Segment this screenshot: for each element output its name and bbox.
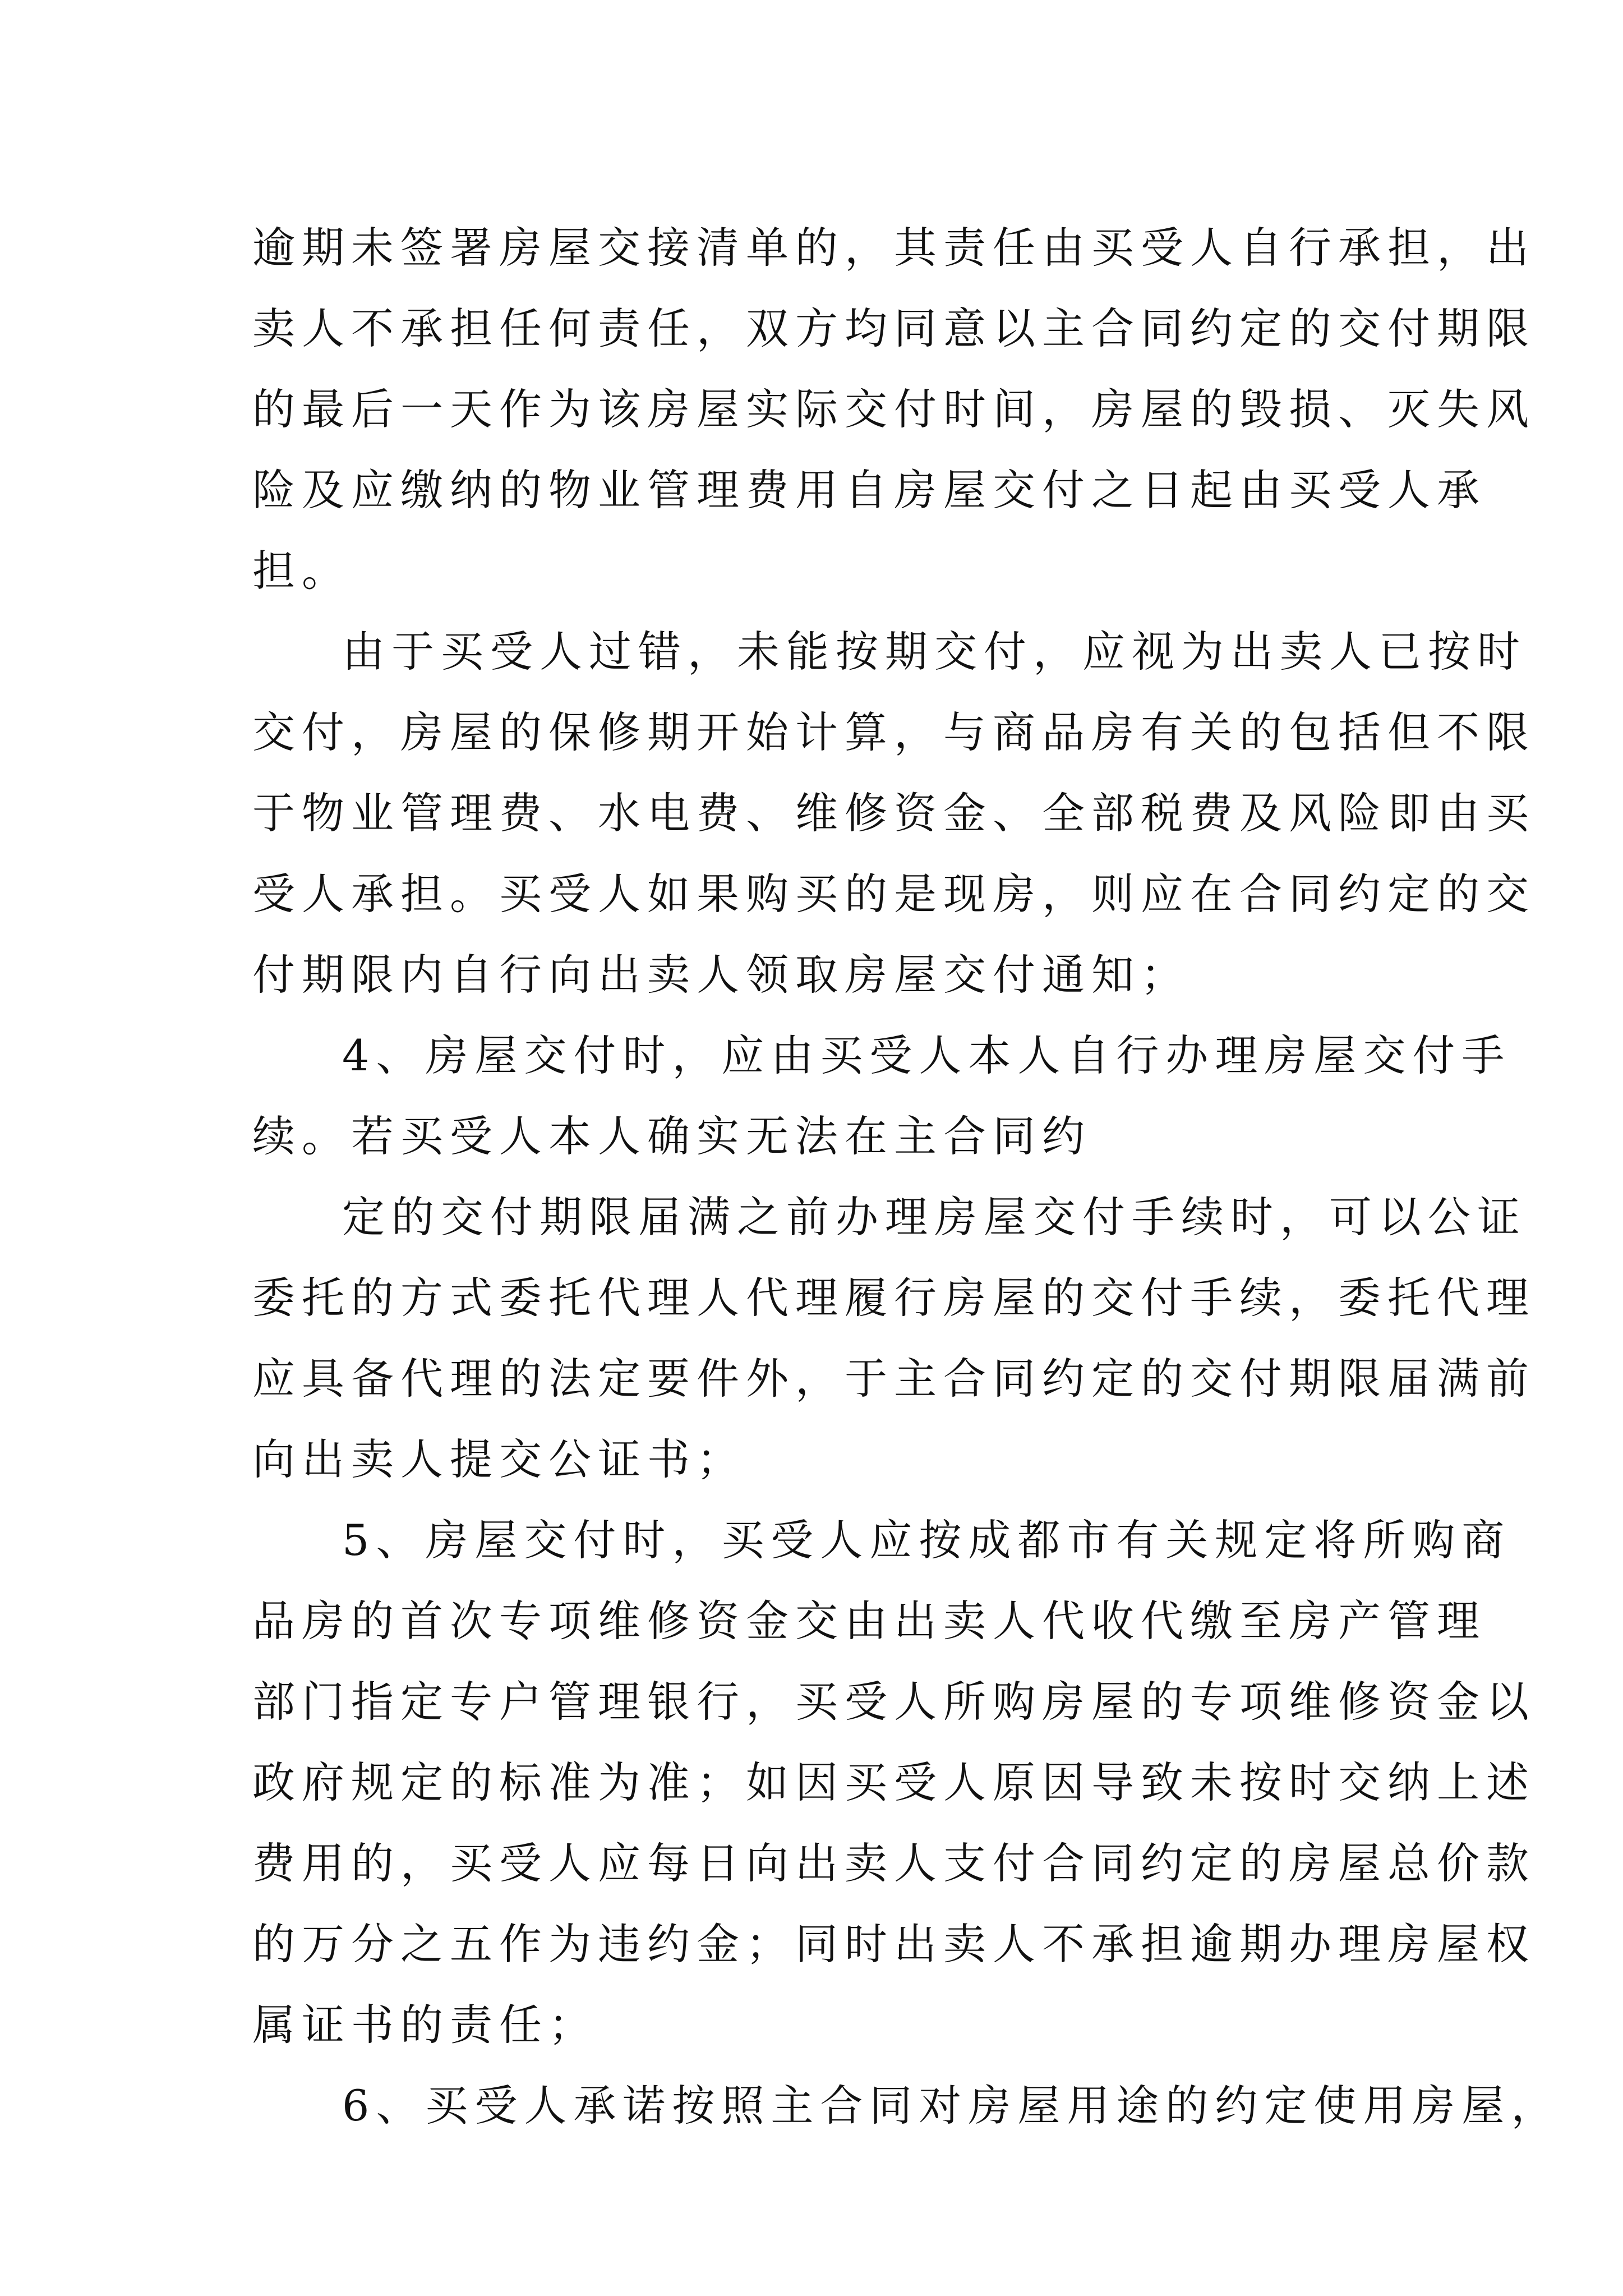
text-line: 卖人不承担任何责任，双方均同意以主合同约定的交付期限	[252, 303, 1536, 353]
paragraph-start-line: 5、房屋交付时，买受人应按成都市有关规定将所购商	[342, 1515, 1511, 1565]
text-line: 应具备代理的法定要件外，于主合同约定的交付期限届满前	[252, 1354, 1536, 1404]
text-line: 属证书的责任；	[252, 2000, 598, 2050]
text-line: 的最后一天作为该房屋实际交付时间，房屋的毁损、灭失风	[252, 384, 1536, 434]
text-line: 费用的，买受人应每日向出卖人支付合同约定的房屋总价款	[252, 1838, 1536, 1888]
document-body	[252, 208, 1561, 2146]
text-line: 担。	[252, 546, 351, 596]
text-line: 付期限内自行向出卖人领取房屋交付通知；	[252, 950, 1190, 1000]
paragraph-start-line: 6、买受人承诺按照主合同对房屋用途的约定使用房屋，	[342, 2081, 1561, 2131]
text-line: 受人承担。买受人如果购买的是现房，则应在合同约定的交	[252, 869, 1536, 919]
text-line: 于物业管理费、水电费、维修资金、全部税费及风险即由买	[252, 788, 1536, 838]
text-line: 逾期未签署房屋交接清单的，其责任由买受人自行承担，出	[252, 223, 1536, 273]
paragraph-start-line: 由于买受人过错，未能按期交付，应视为出卖人已按时	[342, 627, 1527, 677]
text-line: 的万分之五作为违约金；同时出卖人不承担逾期办理房屋权	[252, 1919, 1536, 1969]
text-line: 续。若买受人本人确实无法在主合同约	[252, 1111, 1091, 1161]
paragraph-start-line: 4、房屋交付时，应由买受人本人自行办理房屋交付手	[342, 1030, 1511, 1080]
text-line: 向出卖人提交公证书；	[252, 1434, 746, 1484]
paragraph-start-line: 定的交付期限届满之前办理房屋交付手续时，可以公证	[342, 1192, 1527, 1242]
text-line: 政府规定的标准为准；如因买受人原因导致未按时交纳上述	[252, 1757, 1536, 1807]
text-line: 部门指定专户管理银行，买受人所购房屋的专项维修资金以	[252, 1677, 1536, 1727]
text-line: 委托的方式委托代理人代理履行房屋的交付手续，委托代理	[252, 1273, 1536, 1323]
text-line: 品房的首次专项维修资金交由出卖人代收代缴至房产管理	[252, 1596, 1486, 1646]
text-line: 交付，房屋的保修期开始计算，与商品房有关的包括但不限	[252, 707, 1536, 757]
text-line: 险及应缴纳的物业管理费用自房屋交付之日起由买受人承	[252, 465, 1486, 515]
